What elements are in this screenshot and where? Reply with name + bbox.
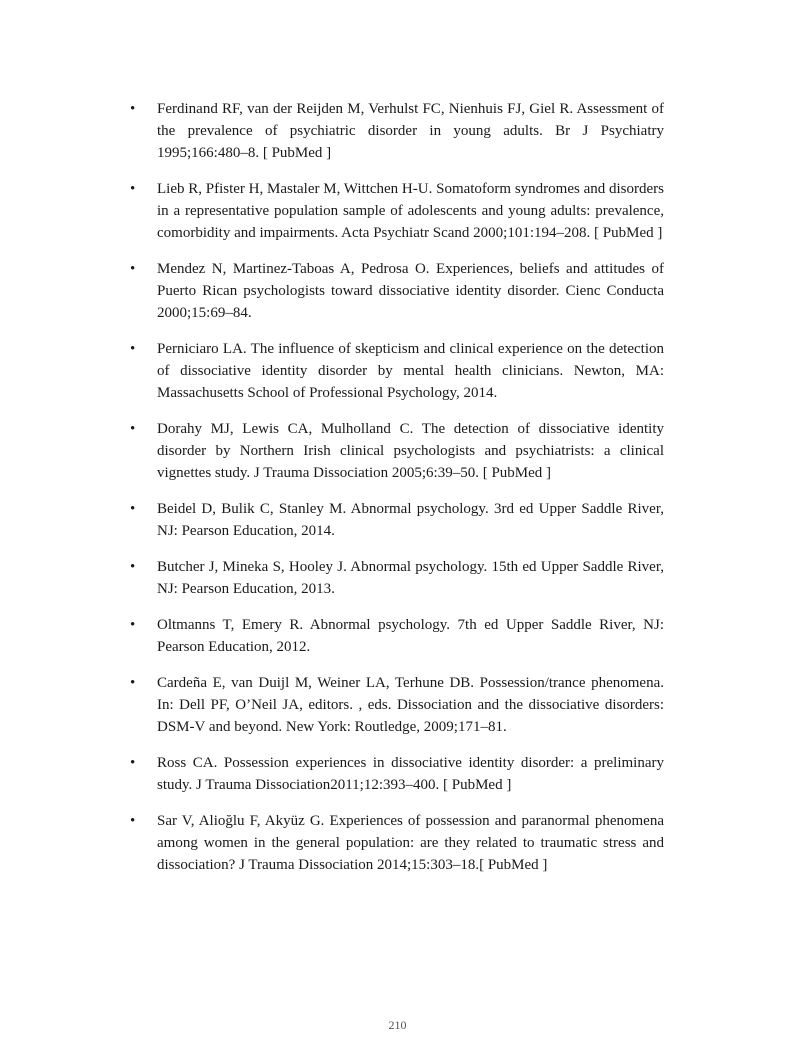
bullet-icon: •: [130, 675, 136, 691]
bullet-icon: •: [130, 617, 136, 633]
reference-text: Lieb R, Pfister H, Mastaler M, Wittchen H-U. Somatoform syndromes and disorders in a representative population sample of adolescents and young adults: prevalence, comorbidity and impairments. Acta Psychiatr Scand 2000;101:194–208. [ PubMed ]: [157, 181, 664, 241]
reference-item: [128, 672, 664, 738]
reference-text: Oltmanns T, Emery R. Abnormal psychology. 7th ed Upper Saddle River, NJ: Pearson Education, 2012.: [157, 617, 664, 655]
reference-text: Ferdinand RF, van der Reijden M, Verhulst FC, Nienhuis FJ, Giel R. Assessment of the prevalence of psychiatric disorder in young adults. Br J Psychiatry 1995;166:480–8. [ PubMed ]: [157, 101, 664, 161]
reference-item: [128, 810, 664, 876]
reference-item: [128, 498, 664, 542]
reference-item: [128, 98, 664, 164]
bullet-icon: •: [130, 341, 136, 357]
reference-text: Ross CA. Possession experiences in dissociative identity disorder: a preliminary study. J Trauma Dissociation2011;12:393–400. [ PubMed ]: [157, 755, 664, 793]
bullet-icon: •: [130, 421, 136, 437]
reference-text: Beidel D, Bulik C, Stanley M. Abnormal psychology. 3rd ed Upper Saddle River, NJ: Pearson Education, 2014.: [157, 501, 664, 539]
bullet-icon: •: [130, 559, 136, 575]
reference-text: Dorahy MJ, Lewis CA, Mulholland C. The detection of dissociative identity disorder by Northern Irish clinical psychologists and psychiatrists: a clinical vignettes study. J Trauma Dissociation 2005;6:39–50. [ PubMed ]: [157, 421, 664, 481]
reference-item: [128, 258, 664, 324]
reference-text: Perniciaro LA. The influence of skepticism and clinical experience on the detection of dissociative identity disorder by mental health clinicians. Newton, MA: Massachusetts School of Professional Psychology, 2014.: [157, 341, 664, 401]
bullet-icon: •: [130, 261, 136, 277]
bullet-icon: •: [130, 501, 136, 517]
reference-item: [128, 752, 664, 796]
reference-text: Sar V, Alioğlu F, Akyüz G. Experiences of possession and paranormal phenomena among women in the general population: are they related to traumatic stress and dissociation? J Trauma Dissociation 2014;15:303–18.[ PubMed ]: [157, 813, 664, 873]
reference-item: [128, 178, 664, 244]
page-number: 210: [388, 1018, 407, 1032]
bullet-icon: •: [130, 813, 136, 829]
reference-list: [128, 98, 664, 890]
reference-item: [128, 614, 664, 658]
reference-item: [128, 338, 664, 404]
reference-text: Butcher J, Mineka S, Hooley J. Abnormal psychology. 15th ed Upper Saddle River, NJ: Pearson Education, 2013.: [157, 559, 664, 597]
reference-text: Cardeña E, van Duijl M, Weiner LA, Terhune DB. Possession/trance phenomena. In: Dell PF, O’Neil JA, editors. , eds. Dissociation and the dissociative disorders: DSM-V and beyond. New York: Routledge, 2009;171–81.: [157, 675, 664, 735]
reference-item: [128, 418, 664, 484]
bullet-icon: •: [130, 101, 136, 117]
reference-item: [128, 556, 664, 600]
bullet-icon: •: [130, 755, 136, 771]
reference-text: Mendez N, Martinez-Taboas A, Pedrosa O. Experiences, beliefs and attitudes of Puerto Rican psychologists toward dissociative identity disorder. Cienc Conducta 2000;15:69–84.: [157, 261, 664, 321]
bullet-icon: •: [130, 181, 136, 197]
